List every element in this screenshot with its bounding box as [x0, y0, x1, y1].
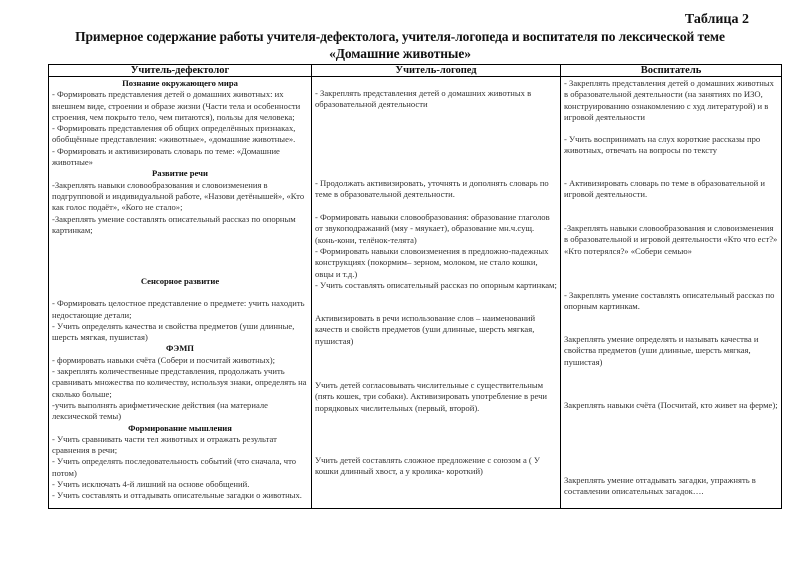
list-item: Активизировать в речи использование слов – наименований качеств и свойств предметов (уши длинные, шерсть мягкая, пушистая) [315, 313, 536, 346]
section-heading: Познание окружающего мира [122, 78, 238, 88]
list-item: - Формировать представления детей о домашних животных: их внешнем виде, строении и образе жизни (Части тела и особенности строения, чем покрыто тело, чем питаются), пользы для человека; [52, 89, 301, 122]
list-item: - закреплять количественные представления, продолжать учить сравнивать множества по количеству, используя знаки, определять на сколько больше; [52, 366, 307, 399]
list-item: - Учить исключать 4-й лишний на основе обобщений. [52, 479, 250, 490]
list-item: - Продолжать активизировать, уточнять и дополнять словарь по теме в образовательной деятельности. [315, 178, 549, 200]
list-item: - Учить определять качества и свойства предметов (уши длинные, шерсть мягкая, пушистая) [52, 320, 295, 343]
section-heading: Сенсорное развитие [140, 276, 220, 286]
section-sensory [52, 276, 308, 502]
header-defectologist: Учитель-дефектолог [49, 65, 312, 77]
section-heading: ФЭМП [165, 343, 194, 354]
list-item: - Учить определять последовательность событий (что сначала, что потом) [52, 456, 297, 478]
educator-cell [561, 77, 782, 509]
list-item: - Формировать целостное представление о предмете: учить находить недостающие детали; [52, 298, 305, 320]
section-heading: Формирование мышления [128, 422, 232, 433]
list-item: - Учить воспринимать на слух короткие рассказы про животных, отвечать на вопросы по тексту [564, 134, 761, 156]
speech-therapist-cell [312, 77, 561, 509]
list-item: -Закреплять навыки словообразования и словоизменения в подгрупповой и индивидуальной работе, «Назови детёнышей», «Кто как голос подаёт», «Кого не стало»; [52, 179, 305, 213]
list-item: - Учить составлять и отгадывать описательные загадки о животных. [52, 490, 302, 501]
list-item: - Формировать представления об общих определённых признаках, обобщённые представления: «животные», «домашние животные». [52, 123, 296, 145]
defectologist-cell [49, 77, 312, 509]
document-title: Примерное содержание работы учителя-дефектолога, учителя-логопеда и воспитателя по лексической теме [75, 29, 725, 44]
list-item: -Закреплять навыки словообразования и словоизменения в образовательной и игровой деятельности «Кто что ест?» «Кто потерялся?» «Собери семью» [564, 223, 778, 256]
document-subtitle: «Домашние животные» [329, 46, 471, 61]
list-item: - Учить сравнивать части тел животных и отражать результат сравнения в речи; [52, 433, 277, 456]
work-plan-table [48, 64, 782, 509]
header-speech-therapist: Учитель-логопед [312, 65, 561, 77]
list-item: -Закреплять умение составлять описательный рассказ по опорным картинкам; [52, 213, 296, 235]
list-item: - Формировать и активизировать словарь по теме: «Домашние животные» [52, 145, 280, 168]
list-item: Учить детей согласовывать числительные с существительным (пять кошек, три собаки). Активизировать употребление в речи порядковых числительных (первый, второй). [315, 380, 548, 413]
list-item: Учить детей составлять сложное предложение с союзом а ( У кошки длинный хвост, а у кролика- короткий) [315, 455, 540, 477]
list-item: - Формировать навыки словообразования: образование глаголов от звукоподражаний (мяу - мяукает), образование мн.ч.сущ. (конь-кони, телёнок-телята) [315, 212, 550, 245]
table-number: Таблица 2 [684, 12, 749, 27]
table-row [49, 77, 782, 509]
list-item: - Закреплять представления детей о домашних животных в образовательной деятельности (на занятиях по ИЗО, конструированию ознакомлению с худ литературой) и в игровой деятельности [564, 78, 774, 122]
list-item: - Закреплять умение составлять описательный рассказ по опорным картинкам. [564, 290, 775, 312]
list-item: Закреплять умение отгадывать загадки, упражнять в составлении описательных загадок…. [564, 475, 756, 497]
list-item: - Активизировать словарь по теме в образовательной и игровой деятельности. [564, 178, 765, 200]
list-item: Закреплять навыки счёта (Посчитай, кто живет на ферме); [564, 400, 778, 410]
table-header-row [49, 65, 782, 77]
section-heading: Развитие речи [152, 168, 208, 179]
list-item: -учить выполнять арифметические действия (на материале лексической темы) [52, 399, 268, 422]
header-educator: Воспитатель [561, 65, 782, 77]
list-item: - Формировать навыки словоизменения в предложно-падежных конструкциях (покормим– зерном, молоком, не стало кошки, овцы и т.д.) [315, 246, 549, 279]
list-item: Закреплять умение определять и называть качества и свойства предметов (уши длинные, шерсть мягкая, пушистая) [564, 334, 759, 367]
list-item: - Учить составлять описательный рассказ по опорным картинкам; [315, 280, 557, 290]
section-cognition [52, 78, 308, 236]
list-item: - Закреплять представления детей о домашних животных в образовательной деятельности [315, 88, 532, 110]
list-item: - формировать навыки счёта (Собери и посчитай животных); [52, 354, 276, 365]
